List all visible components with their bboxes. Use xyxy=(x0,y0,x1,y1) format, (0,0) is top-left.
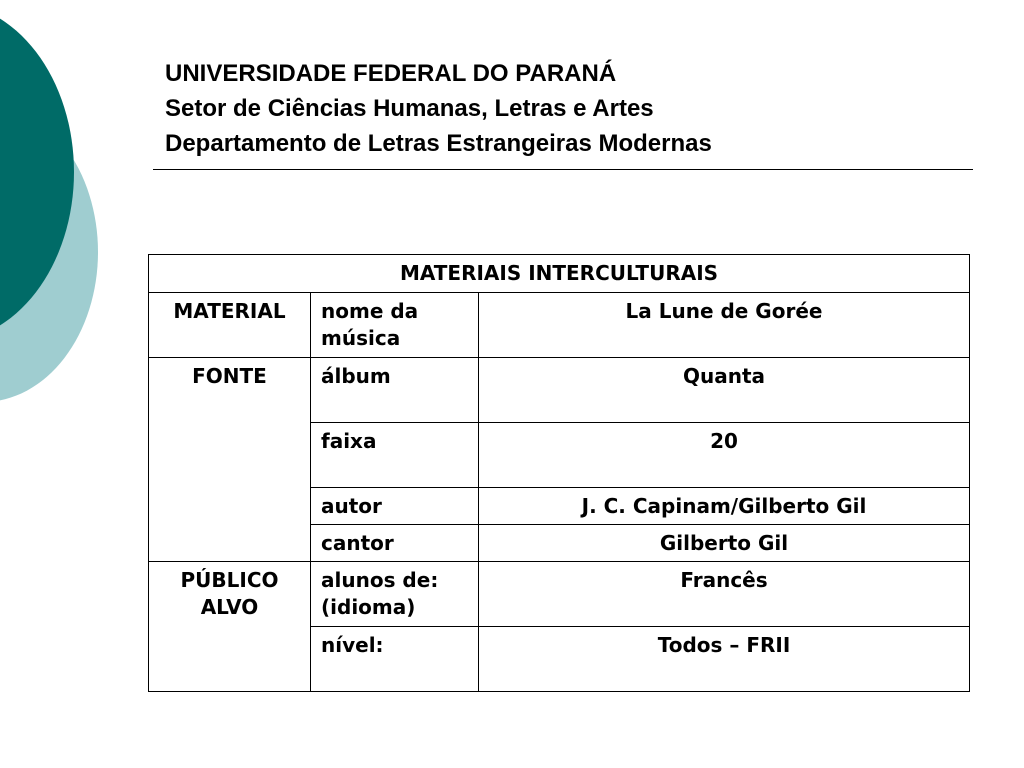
field-value: J. C. Capinam/Gilberto Gil xyxy=(479,488,970,525)
page-header xyxy=(165,56,712,161)
row-header-publico-alvo: PÚBLICO ALVO xyxy=(149,562,311,692)
table-row xyxy=(149,562,970,627)
table-row xyxy=(149,358,970,423)
row-header-fonte: FONTE xyxy=(149,358,311,562)
field-label: nível: xyxy=(311,627,479,692)
field-value: 20 xyxy=(479,423,970,488)
field-value: La Lune de Gorée xyxy=(479,293,970,358)
materials-table xyxy=(148,254,970,692)
department-name: Departamento de Letras Estrangeiras Modernas xyxy=(165,130,712,157)
university-name: UNIVERSIDADE FEDERAL DO PARANÁ xyxy=(165,60,617,87)
field-label: faixa xyxy=(311,423,479,488)
field-label: alunos de: (idioma) xyxy=(311,562,479,627)
field-value: Todos – FRII xyxy=(479,627,970,692)
row-header-material: MATERIAL xyxy=(149,293,311,358)
field-label: cantor xyxy=(311,525,479,562)
field-label: álbum xyxy=(311,358,479,423)
table-title: MATERIAIS INTERCULTURAIS xyxy=(149,255,970,293)
field-value: Quanta xyxy=(479,358,970,423)
field-label: autor xyxy=(311,488,479,525)
header-divider xyxy=(153,169,973,170)
table-row xyxy=(149,293,970,358)
table-title-row xyxy=(149,255,970,293)
field-label: nome da música xyxy=(311,293,479,358)
sector-name: Setor de Ciências Humanas, Letras e Artes xyxy=(165,95,654,122)
field-value: Francês xyxy=(479,562,970,627)
field-value: Gilberto Gil xyxy=(479,525,970,562)
